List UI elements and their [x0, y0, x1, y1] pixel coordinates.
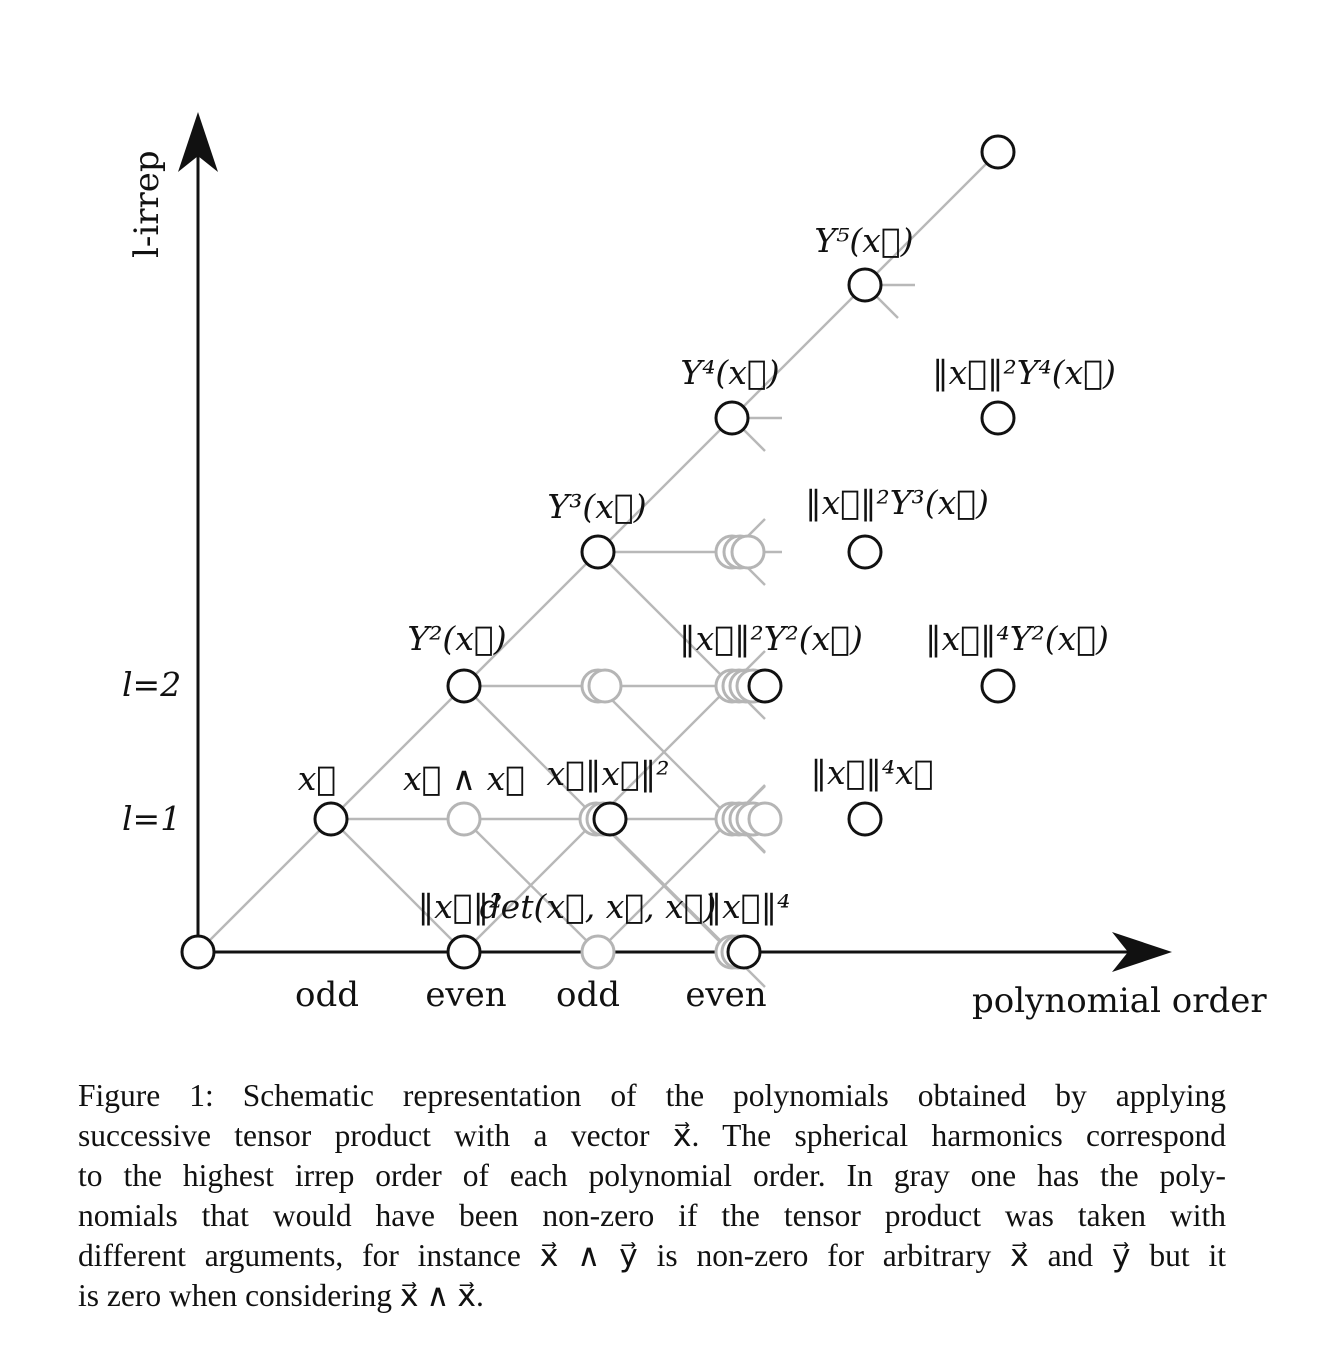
label-x-norm4: ‖x⃗‖⁴ — [705, 887, 791, 926]
label-norm2-Y3: ‖x⃗‖²Y³(x⃗) — [805, 483, 989, 522]
node-Y3 — [582, 536, 614, 568]
node-norm2-Y4 — [982, 402, 1014, 434]
parity-label-3: odd — [556, 975, 620, 1015]
label-norm4-Y2: ‖x⃗‖⁴Y²(x⃗) — [925, 619, 1109, 658]
node-det — [582, 936, 614, 968]
caption-line-4: nomials that would have been non-zero if the tensor product was taken with — [78, 1198, 1226, 1233]
label-norm2-Y2: ‖x⃗‖²Y²(x⃗) — [679, 619, 863, 658]
label-det: det(x⃗, x⃗, x⃗) — [479, 887, 717, 926]
y-axis-label: l-irrep — [127, 150, 167, 258]
node-x-norm4 — [728, 936, 760, 968]
y-tick-l1: l=1 — [122, 799, 182, 838]
label-Y3: Y³(x⃗) — [547, 487, 647, 526]
caption-line-1: Figure 1: Schematic representation of the polynomials obtained by applying — [78, 1078, 1226, 1113]
parity-label-2: even — [425, 975, 507, 1015]
caption-line-2: successive tensor product with a vector x⃗. The spherical harmonics correspond — [78, 1118, 1226, 1153]
caption-line-6: is zero when considering x⃗ ∧ x⃗. — [78, 1278, 484, 1313]
node-gray-l3-c — [732, 536, 764, 568]
node-norm2-Y3 — [849, 536, 881, 568]
node-x-x-norm2 — [594, 803, 626, 835]
label-Y4: Y⁴(x⃗) — [680, 353, 780, 392]
parity-label-4: even — [685, 975, 767, 1015]
node-origin — [182, 936, 214, 968]
figure-caption — [78, 1076, 1226, 1316]
label-Y2: Y²(x⃗) — [407, 619, 507, 658]
node-Y2 — [448, 670, 480, 702]
label-x-norm2: ‖x⃗‖² — [417, 887, 503, 926]
label-x-wedge-x: x⃗ ∧ x⃗ — [403, 759, 525, 798]
node-Y4 — [716, 402, 748, 434]
node-x — [315, 803, 347, 835]
parity-label-1: odd — [295, 975, 359, 1015]
label-x: x⃗ — [297, 759, 337, 798]
label-norm2-Y4: ‖x⃗‖²Y⁴(x⃗) — [932, 353, 1116, 392]
caption-line-5: different arguments, for instance x⃗ ∧ y⃗ is non-zero for arbitrary x⃗ and y⃗ but it — [78, 1238, 1226, 1273]
node-x-wedge-x — [448, 803, 480, 835]
node-gray-mid-2 — [589, 670, 621, 702]
node-Y5 — [849, 269, 881, 301]
label-norm4-x: ‖x⃗‖⁴x⃗ — [810, 753, 934, 792]
node-top — [982, 136, 1014, 168]
x-axis-label: polynomial order — [972, 981, 1267, 1021]
node-norm4-x — [849, 803, 881, 835]
axes — [178, 112, 1172, 972]
node-x-norm2 — [448, 936, 480, 968]
node-gray-l1-g — [749, 803, 781, 835]
node-norm4-Y2 — [982, 670, 1014, 702]
label-Y5: Y⁵(x⃗) — [814, 221, 914, 260]
node-norm2-Y2 — [749, 670, 781, 702]
caption-line-3: to the highest irrep order of each polynomial order. In gray one has the poly- — [78, 1158, 1226, 1193]
label-x-x-norm2: x⃗‖x⃗‖² — [546, 754, 670, 793]
y-tick-l2: l=2 — [122, 665, 182, 704]
